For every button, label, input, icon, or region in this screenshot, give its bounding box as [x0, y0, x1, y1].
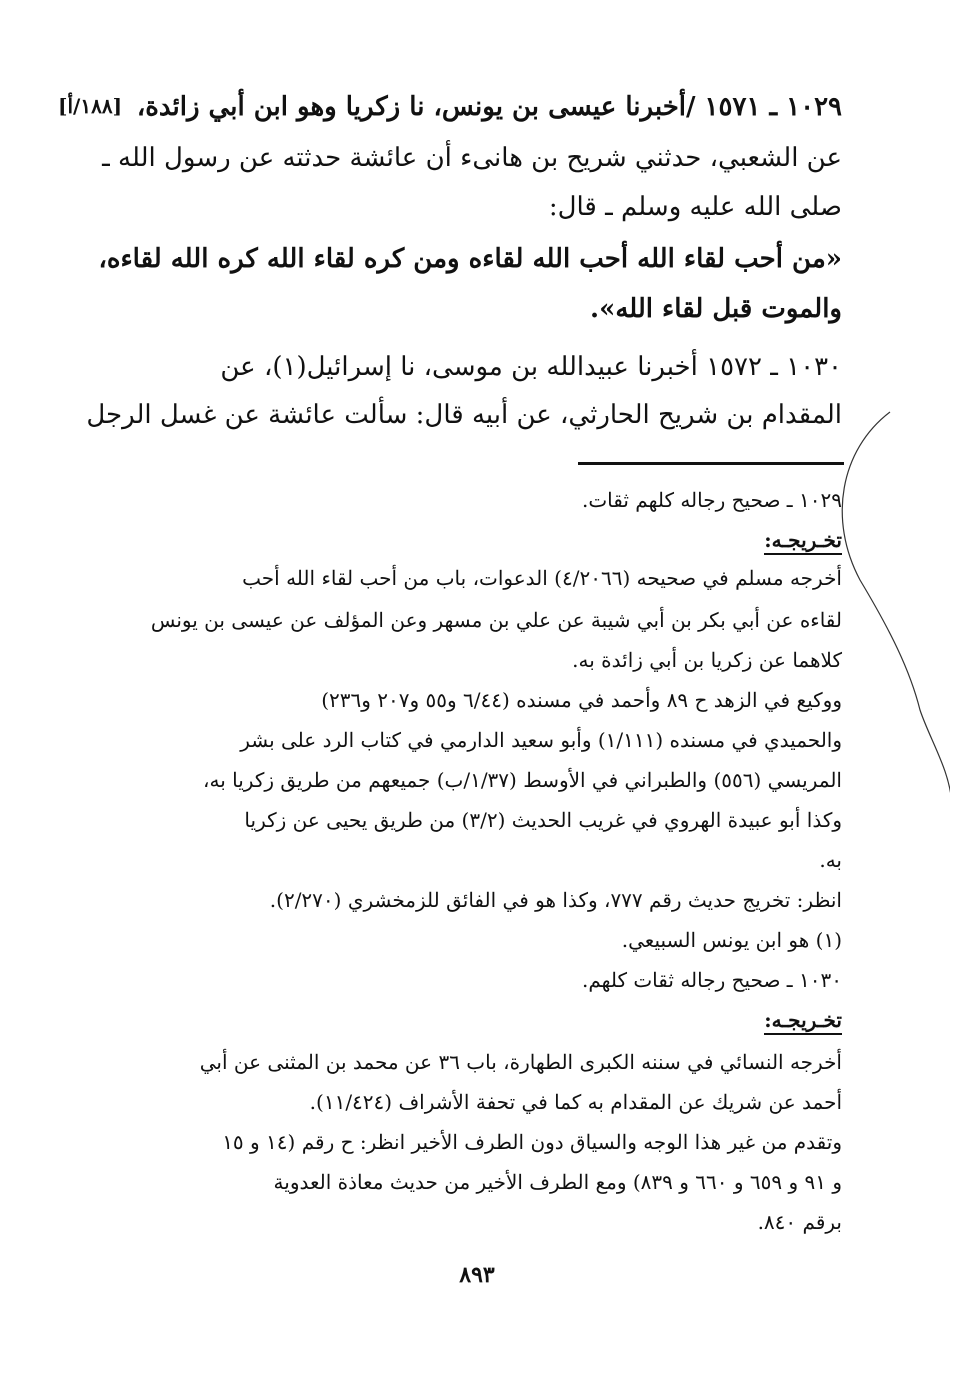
- takhrij-label: تخـريجـه:: [764, 1008, 842, 1035]
- manuscript-folio-note: [١٨٨/أ]: [58, 94, 123, 118]
- footnote-1029-line: وكذا أبو عبيدة الهروي في غريب الحديث (٣/٢) من طريق يحيى عن زكريا: [244, 808, 842, 832]
- footnote-1029-line: المريسي (٥٥٦) والطبراني في الأوسط (١/٣٧/ب) جميعهم من طريق زكريا به،: [203, 768, 842, 792]
- footnote-1029-line: ووكيع في الزهد ح ٨٩ وأحمد في مسنده (٦/٤٤ و٥٥ و٢٠٧ و٢٣٦): [321, 688, 842, 712]
- footnote-1029-line: انظر: تخريج حديث رقم ٧٧٧، وكذا هو في الفائق للزمخشري (٢/٢٧٠).: [269, 888, 842, 912]
- footnote-1029-line: كلاهما عن زكريا بن أبي زائدة به.: [572, 648, 842, 672]
- takhrij-label: تخـريجـه:: [764, 528, 842, 555]
- footnote-israil-note: (١) هو ابن يونس السبيعي.: [621, 928, 842, 952]
- footnote-1030-line: أحمد عن شريك عن المقدام به كما في تحفة الأشراف (١١/٤٢٤).: [309, 1090, 842, 1114]
- takhrij-heading-1029: [142, 528, 842, 552]
- hadith-1029-line-1: ١٠٢٩ ـ ١٥٧١ /أخبرنا عيسى بن يونس، نا زكريا وهو ابن أبي زائدة،: [136, 92, 842, 122]
- hadith-1029-matn-line-2: والموت قبل لقاء الله».: [590, 294, 842, 324]
- footnote-1029-line: والحميدي في مسنده (١/١١١) وأبو سعيد الدارمي في كتاب الرد على بشر: [240, 728, 842, 752]
- takhrij-heading-1030: [142, 1008, 842, 1032]
- hadith-1029-line-2: عن الشعبي، حدثني شريح بن هانىء أن عائشة حدثته عن رسول الله ـ: [102, 143, 842, 173]
- footnote-1029-line: أخرجه مسلم في صحيحه (٤/٢٠٦٦) الدعوات، باب من أحب لقاء الله أحب: [242, 566, 842, 590]
- footnote-1030-line: برقم ٨٤٠.: [757, 1210, 842, 1234]
- hadith-1029-matn-line-1: «من أحب لقاء الله أحب الله لقاءه ومن كره لقاء الله كره الله لقاءه،: [98, 244, 842, 274]
- footnote-1030-line: وتقدم من غير هذا الوجه والسياق دون الطرف الأخير انظر: ح رقم (١٤ و ١٥: [222, 1130, 842, 1154]
- page-number: ٨٩٣: [459, 1262, 495, 1288]
- footnote-1030-line: و ٩١ و ٦٥٩ و ٦٦٠ و ٨٣٩) ومع الطرف الأخير من حديث معاذة العدوية: [273, 1170, 842, 1194]
- footnote-1030-grade: ١٠٣٠ ـ صحيح رجاله ثقات كلهم.: [581, 968, 842, 992]
- hadith-1030-line-1: ١٠٣٠ ـ ١٥٧٢ أخبرنا عبيدالله بن موسى، نا إسرائيل(١)، عن: [220, 352, 842, 382]
- footnote-1029-line: به.: [819, 848, 842, 872]
- footnote-separator: [578, 462, 844, 465]
- footnote-1029-grade: ١٠٢٩ ـ صحيح رجاله كلهم ثقات.: [581, 488, 842, 512]
- hadith-1029-line-3: صلى الله عليه وسلم ـ قال:: [548, 192, 842, 222]
- hadith-1030-line-2: المقدام بن شريح الحارثي، عن أبيه قال: سألت عائشة عن غسل الرجل: [86, 400, 842, 430]
- footnote-1029-line: لقاءه عن أبي بكر بن أبي شيبة عن علي بن مسهر وعن المؤلف عن عيسى بن يونس: [150, 608, 842, 632]
- footnote-1030-line: أخرجه النسائي في سننه الكبرى الطهارة، باب ٣٦ عن محمد بن المثنى عن أبي: [199, 1050, 842, 1074]
